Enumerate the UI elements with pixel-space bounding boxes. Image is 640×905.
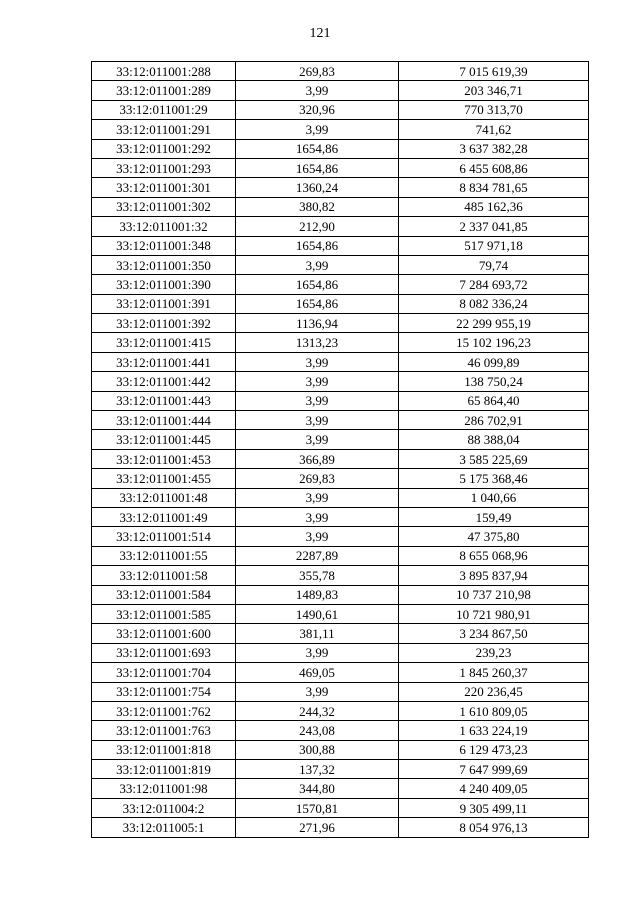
cadastral-number-cell: 33:12:011001:704 — [92, 663, 236, 682]
cadastral-number-cell: 33:12:011001:301 — [92, 178, 236, 197]
value-cell: 46 099,89 — [399, 352, 589, 371]
table-row — [92, 255, 589, 274]
area-cell: 320,96 — [236, 100, 399, 119]
value-cell: 22 299 955,19 — [399, 314, 589, 333]
area-cell: 1654,86 — [236, 158, 399, 177]
value-cell: 2 337 041,85 — [399, 217, 589, 236]
table-row — [92, 663, 589, 682]
value-cell: 159,49 — [399, 507, 589, 526]
value-cell: 88 388,04 — [399, 430, 589, 449]
cadastral-number-cell: 33:12:011001:585 — [92, 604, 236, 623]
cadastral-number-cell: 33:12:011001:392 — [92, 314, 236, 333]
cadastral-number-cell: 33:12:011001:693 — [92, 643, 236, 662]
cadastral-number-cell: 33:12:011001:754 — [92, 682, 236, 701]
value-cell: 79,74 — [399, 255, 589, 274]
area-cell: 2287,89 — [236, 546, 399, 565]
table-row — [92, 566, 589, 585]
cadastral-number-cell: 33:12:011001:390 — [92, 275, 236, 294]
table-row — [92, 372, 589, 391]
area-cell: 3,99 — [236, 120, 399, 139]
value-cell: 239,23 — [399, 643, 589, 662]
page-number: 121 — [309, 26, 331, 41]
area-cell: 1654,86 — [236, 139, 399, 158]
cadastral-number-cell: 33:12:011001:819 — [92, 760, 236, 779]
area-cell: 1654,86 — [236, 275, 399, 294]
cadastral-table — [91, 61, 589, 838]
value-cell: 286 702,91 — [399, 411, 589, 430]
area-cell: 1570,81 — [236, 798, 399, 817]
value-cell: 517 971,18 — [399, 236, 589, 255]
area-cell: 355,78 — [236, 566, 399, 585]
table-row — [92, 411, 589, 430]
area-cell: 3,99 — [236, 352, 399, 371]
value-cell: 3 585 225,69 — [399, 449, 589, 468]
table-row — [92, 217, 589, 236]
cadastral-number-cell: 33:12:011001:289 — [92, 81, 236, 100]
value-cell: 220 236,45 — [399, 682, 589, 701]
table-row — [92, 178, 589, 197]
cadastral-number-cell: 33:12:011001:442 — [92, 372, 236, 391]
table-row — [92, 488, 589, 507]
table-row — [92, 701, 589, 720]
value-cell: 3 234 867,50 — [399, 624, 589, 643]
table-row — [92, 158, 589, 177]
table-row — [92, 507, 589, 526]
area-cell: 1654,86 — [236, 294, 399, 313]
cadastral-number-cell: 33:12:011001:584 — [92, 585, 236, 604]
cadastral-number-cell: 33:12:011001:98 — [92, 779, 236, 798]
cadastral-number-cell: 33:12:011001:48 — [92, 488, 236, 507]
table-row — [92, 430, 589, 449]
cadastral-number-cell: 33:12:011001:291 — [92, 120, 236, 139]
area-cell: 380,82 — [236, 197, 399, 216]
value-cell: 47 375,80 — [399, 527, 589, 546]
area-cell: 300,88 — [236, 740, 399, 759]
cadastral-number-cell: 33:12:011001:455 — [92, 469, 236, 488]
value-cell: 6 455 608,86 — [399, 158, 589, 177]
value-cell: 7 284 693,72 — [399, 275, 589, 294]
cadastral-number-cell: 33:12:011005:1 — [92, 818, 236, 837]
table-body — [92, 62, 589, 838]
value-cell: 7 647 999,69 — [399, 760, 589, 779]
value-cell: 485 162,36 — [399, 197, 589, 216]
cadastral-number-cell: 33:12:011001:49 — [92, 507, 236, 526]
table-row — [92, 585, 589, 604]
area-cell: 1489,83 — [236, 585, 399, 604]
cadastral-number-cell: 33:12:011001:444 — [92, 411, 236, 430]
cadastral-number-cell: 33:12:011001:302 — [92, 197, 236, 216]
table-row — [92, 546, 589, 565]
cadastral-number-cell: 33:12:011001:58 — [92, 566, 236, 585]
cadastral-number-cell: 33:12:011004:2 — [92, 798, 236, 817]
area-cell: 1313,23 — [236, 333, 399, 352]
area-cell: 243,08 — [236, 721, 399, 740]
cadastral-number-cell: 33:12:011001:600 — [92, 624, 236, 643]
value-cell: 7 015 619,39 — [399, 62, 589, 81]
table-row — [92, 449, 589, 468]
value-cell: 8 054 976,13 — [399, 818, 589, 837]
table-row — [92, 682, 589, 701]
table-row — [92, 469, 589, 488]
area-cell: 381,11 — [236, 624, 399, 643]
value-cell: 770 313,70 — [399, 100, 589, 119]
area-cell: 3,99 — [236, 430, 399, 449]
cadastral-number-cell: 33:12:011001:415 — [92, 333, 236, 352]
cadastral-number-cell: 33:12:011001:55 — [92, 546, 236, 565]
area-cell: 3,99 — [236, 411, 399, 430]
table-row — [92, 120, 589, 139]
table-row — [92, 100, 589, 119]
table-row — [92, 236, 589, 255]
value-cell: 4 240 409,05 — [399, 779, 589, 798]
area-cell: 3,99 — [236, 507, 399, 526]
cadastral-number-cell: 33:12:011001:441 — [92, 352, 236, 371]
area-cell: 3,99 — [236, 682, 399, 701]
value-cell: 1 610 809,05 — [399, 701, 589, 720]
cadastral-number-cell: 33:12:011001:453 — [92, 449, 236, 468]
cadastral-number-cell: 33:12:011001:763 — [92, 721, 236, 740]
cadastral-number-cell: 33:12:011001:514 — [92, 527, 236, 546]
table-row — [92, 197, 589, 216]
cadastral-number-cell: 33:12:011001:32 — [92, 217, 236, 236]
table-row — [92, 643, 589, 662]
area-cell: 1490,61 — [236, 604, 399, 623]
table-row — [92, 333, 589, 352]
area-cell: 271,96 — [236, 818, 399, 837]
table-row — [92, 527, 589, 546]
area-cell: 269,83 — [236, 62, 399, 81]
table-row — [92, 798, 589, 817]
cadastral-number-cell: 33:12:011001:445 — [92, 430, 236, 449]
table-row — [92, 275, 589, 294]
table-row — [92, 721, 589, 740]
value-cell: 10 721 980,91 — [399, 604, 589, 623]
area-cell: 1360,24 — [236, 178, 399, 197]
cadastral-number-cell: 33:12:011001:350 — [92, 255, 236, 274]
value-cell: 1 040,66 — [399, 488, 589, 507]
value-cell: 8 082 336,24 — [399, 294, 589, 313]
cadastral-number-cell: 33:12:011001:348 — [92, 236, 236, 255]
cadastral-number-cell: 33:12:011001:292 — [92, 139, 236, 158]
table-row — [92, 81, 589, 100]
area-cell: 1654,86 — [236, 236, 399, 255]
area-cell: 244,32 — [236, 701, 399, 720]
value-cell: 65 864,40 — [399, 391, 589, 410]
value-cell: 9 305 499,11 — [399, 798, 589, 817]
area-cell: 3,99 — [236, 81, 399, 100]
area-cell: 137,32 — [236, 760, 399, 779]
table-row — [92, 740, 589, 759]
value-cell: 5 175 368,46 — [399, 469, 589, 488]
area-cell: 3,99 — [236, 527, 399, 546]
table-row — [92, 760, 589, 779]
area-cell: 1136,94 — [236, 314, 399, 333]
value-cell: 6 129 473,23 — [399, 740, 589, 759]
value-cell: 8 834 781,65 — [399, 178, 589, 197]
cadastral-number-cell: 33:12:011001:762 — [92, 701, 236, 720]
cadastral-number-cell: 33:12:011001:288 — [92, 62, 236, 81]
area-cell: 3,99 — [236, 643, 399, 662]
value-cell: 15 102 196,23 — [399, 333, 589, 352]
value-cell: 741,62 — [399, 120, 589, 139]
value-cell: 1 845 260,37 — [399, 663, 589, 682]
area-cell: 344,80 — [236, 779, 399, 798]
value-cell: 138 750,24 — [399, 372, 589, 391]
table-row — [92, 818, 589, 837]
area-cell: 3,99 — [236, 372, 399, 391]
table-row — [92, 352, 589, 371]
value-cell: 1 633 224,19 — [399, 721, 589, 740]
cadastral-number-cell: 33:12:011001:443 — [92, 391, 236, 410]
table-row — [92, 314, 589, 333]
cadastral-number-cell: 33:12:011001:391 — [92, 294, 236, 313]
area-cell: 469,05 — [236, 663, 399, 682]
table-row — [92, 139, 589, 158]
value-cell: 3 895 837,94 — [399, 566, 589, 585]
value-cell: 203 346,71 — [399, 81, 589, 100]
cadastral-number-cell: 33:12:011001:29 — [92, 100, 236, 119]
table-row — [92, 779, 589, 798]
area-cell: 269,83 — [236, 469, 399, 488]
table-row — [92, 294, 589, 313]
area-cell: 3,99 — [236, 255, 399, 274]
table-row — [92, 391, 589, 410]
value-cell: 3 637 382,28 — [399, 139, 589, 158]
area-cell: 366,89 — [236, 449, 399, 468]
value-cell: 10 737 210,98 — [399, 585, 589, 604]
area-cell: 3,99 — [236, 488, 399, 507]
table-row — [92, 62, 589, 81]
value-cell: 8 655 068,96 — [399, 546, 589, 565]
cadastral-number-cell: 33:12:011001:293 — [92, 158, 236, 177]
table-row — [92, 604, 589, 623]
cadastral-number-cell: 33:12:011001:818 — [92, 740, 236, 759]
table-row — [92, 624, 589, 643]
area-cell: 3,99 — [236, 391, 399, 410]
area-cell: 212,90 — [236, 217, 399, 236]
